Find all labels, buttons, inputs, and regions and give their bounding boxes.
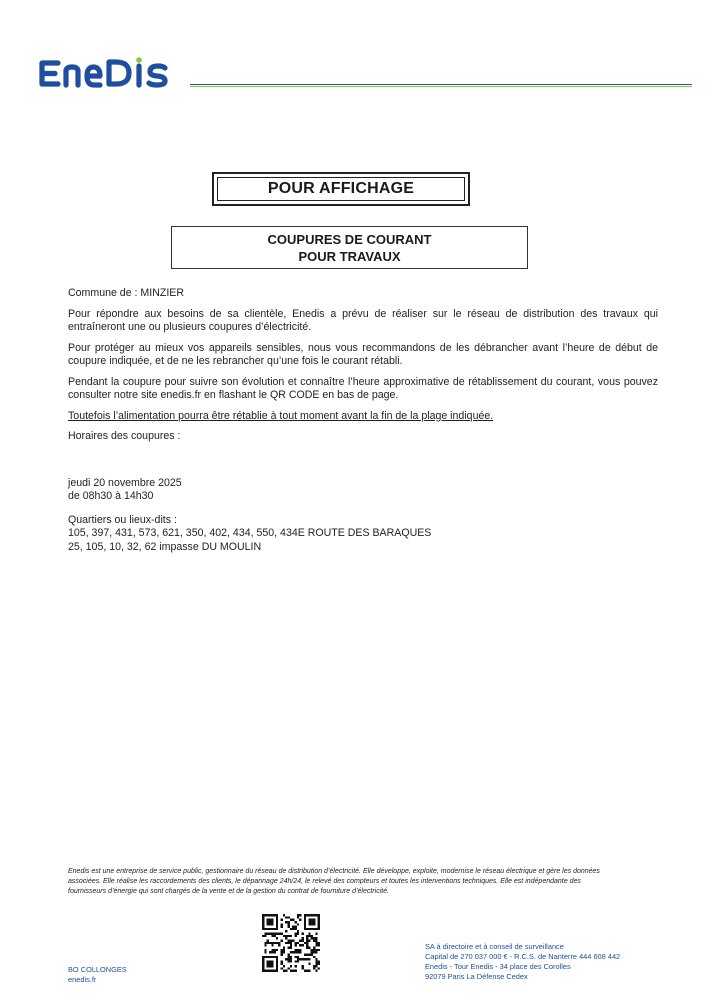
footer-left — [68, 965, 127, 985]
horaires-label: Horaires des coupures : — [68, 430, 181, 442]
quartiers-label: Quartiers ou lieux-dits : — [68, 513, 177, 526]
subtitle-line2: POUR TRAVAUX — [298, 248, 401, 264]
outage-time: de 08h30 à 14h30 — [68, 490, 154, 502]
quartier-item: 25, 105, 10, 32, 62 impasse DU MOULIN — [68, 540, 262, 553]
footer-right — [425, 942, 620, 982]
notice-body — [68, 287, 658, 554]
company-line: Enedis - Tour Enedis - 34 place des Corolles — [425, 962, 571, 971]
commune-line: Commune de : MINZIER — [68, 287, 184, 299]
outage-date: jeudi 20 novembre 2025 — [68, 476, 182, 489]
agency-name: BO COLLONGES — [68, 965, 127, 974]
subtitle-box — [171, 226, 528, 269]
company-line: SA à directoire et à conseil de surveillance — [425, 942, 564, 951]
paragraph-protection: Pour protéger au mieux vos appareils sensibles, nous vous recommandons de les débrancher avant l’heure de début de coupure indiquée, et de ne les rebrancher qu’une fois le courant rétabli. — [68, 341, 658, 367]
company-line: 92079 Paris La Défense Cedex — [425, 972, 528, 981]
website-link[interactable]: enedis.fr — [68, 975, 97, 984]
quartier-item: 105, 397, 431, 573, 621, 350, 402, 434, 550, 434E ROUTE DES BARAQUES — [68, 527, 432, 539]
qr-code-icon[interactable] — [262, 914, 320, 972]
company-line: Capital de 270 037 000 € - R.C.S. de Nanterre 444 608 442 — [425, 952, 621, 961]
page-title: POUR AFFICHAGE — [217, 177, 465, 201]
legal-line: associées. Elle réalise les raccordements des clients, le dépannage 24h/24, le relevé des compteurs et toutes les interventions techniques. Elle est indépendante des — [68, 878, 581, 885]
header-divider — [190, 84, 692, 87]
paragraph-intro: Pour répondre aux besoins de sa clientèle, Enedis a prévu de réaliser sur le réseau de distribution des travaux qui entraîneront une ou plusieurs coupures d’électricité. — [68, 307, 658, 333]
title-box — [212, 172, 470, 206]
legal-notice — [68, 867, 648, 897]
legal-line: Enedis est une entreprise de service public, gestionnaire du réseau de distribution d’électricité. Elle développe, exploite, modernise le réseau électrique et gère les données — [68, 868, 600, 875]
enedis-logo — [36, 54, 186, 90]
paragraph-warning: Toutefois l’alimentation pourra être rétablie à tout moment avant la fin de la plage indiquée. — [68, 409, 494, 422]
paragraph-suivi: Pendant la coupure pour suivre son évolution et connaître l’heure approximative de rétablissement du courant, vous pouvez consulter notre site enedis.fr en flashant le QR CODE en bas de page. — [68, 375, 658, 401]
legal-line: fournisseurs d’énergie qui sont chargés de la vente et de la gestion du contrat de fourniture d’électricité. — [68, 888, 390, 895]
subtitle-line1: COUPURES DE COURANT — [267, 231, 432, 247]
